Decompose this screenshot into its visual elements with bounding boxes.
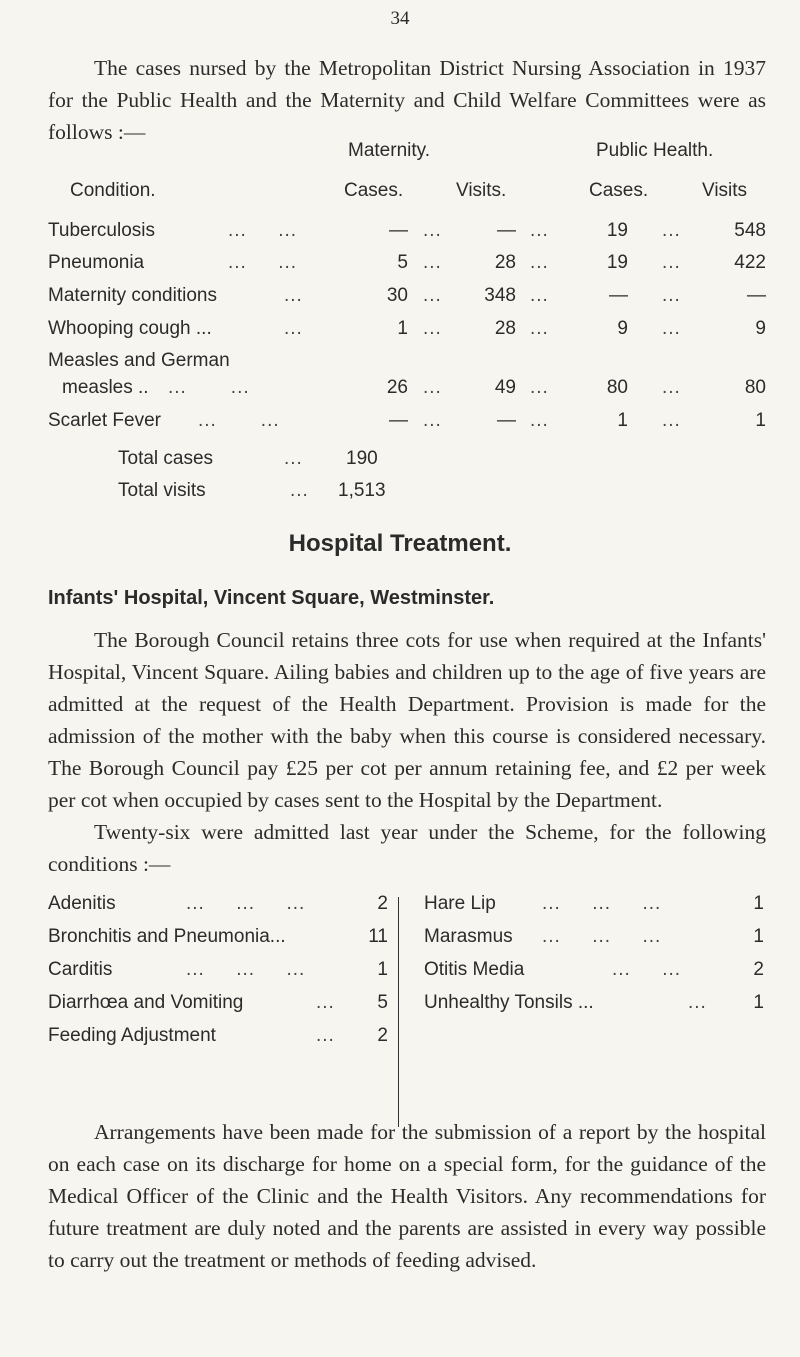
- list-item: Adenitis ... ... ... 2: [48, 893, 388, 914]
- condition-name: Otitis Media: [424, 959, 525, 980]
- list-item: Diarrhœa and Vomiting ... 5: [48, 992, 388, 1013]
- row-maternity-cases: —: [389, 220, 408, 241]
- row-condition: Tuberculosis: [48, 220, 156, 241]
- condition-count: 1: [753, 893, 764, 914]
- table-group-header-row: [48, 140, 768, 170]
- row-condition: Whooping cough ...: [48, 318, 212, 339]
- public-health-cases-header: Cases.: [589, 180, 649, 201]
- condition-count: 1: [377, 959, 388, 980]
- total-visits-label: Total visits: [118, 480, 206, 501]
- row-maternity-visits: —: [497, 220, 516, 241]
- condition-name: Marasmus: [424, 926, 513, 947]
- list-item: Hare Lip ... ... ... 1: [424, 893, 764, 914]
- condition-count: 2: [753, 959, 764, 980]
- condition-name: Bronchitis and Pneumonia...: [48, 926, 286, 947]
- condition-header: Condition.: [70, 180, 156, 201]
- table-row: Pneumonia ... ... 5 ... 28 ... 19 ... 422: [48, 252, 766, 273]
- table-row: Scarlet Fever ... ... — ... — ... 1 ... 1: [48, 410, 766, 431]
- total-cases-row: Total cases ... 190: [118, 448, 378, 469]
- list-item: Unhealthy Tonsils ... ... 1: [424, 992, 764, 1013]
- condition-name: Diarrhœa and Vomiting: [48, 992, 244, 1013]
- row-public-health-cases: 1: [617, 410, 628, 431]
- table-row: Tuberculosis ... ... — ... — ... 19 ... 548: [48, 220, 766, 241]
- row-maternity-visits: —: [497, 410, 516, 431]
- row-public-health-cases: —: [609, 285, 628, 306]
- row-maternity-cases: —: [389, 410, 408, 431]
- row-public-health-visits: 1: [755, 410, 766, 431]
- total-cases-label: Total cases: [118, 448, 214, 469]
- table-row: measles .. ... ... 26 ... 49 ... 80 ... 80: [62, 377, 766, 398]
- row-maternity-visits: 348: [484, 285, 516, 306]
- row-public-health-visits: 422: [734, 252, 766, 273]
- condition-count: 2: [377, 893, 388, 914]
- condition-count: 1: [753, 992, 764, 1013]
- row-public-health-visits: 548: [734, 220, 766, 241]
- list-item: Marasmus ... ... ... 1: [424, 926, 764, 947]
- condition-count: 2: [377, 1025, 388, 1046]
- condition-name: Hare Lip: [424, 893, 496, 914]
- list-item: [48, 926, 388, 956]
- total-visits-row: Total visits ... 1,513: [118, 480, 386, 501]
- row-maternity-cases: 30: [386, 285, 408, 306]
- column-divider: [398, 897, 399, 1127]
- admissions-paragraph: Twenty-six were admitted last year under the Scheme, for the following conditions :—: [48, 820, 766, 876]
- maternity-cases-header: Cases.: [344, 180, 404, 201]
- condition-name: Adenitis: [48, 893, 116, 914]
- intro-paragraph: The cases nursed by the Metropolitan District Nursing Association in 1937 for the Public Health and the Maternity and Child Welfare Committees were as follows :—: [48, 56, 766, 144]
- total-visits-value: 1,513: [338, 480, 386, 501]
- row-public-health-visits: —: [747, 285, 766, 306]
- public-health-visits-header: Visits: [702, 180, 748, 201]
- total-cases-value: 190: [346, 448, 378, 469]
- condition-count: 11: [368, 926, 388, 947]
- table-row: Whooping cough ... ... 1 ... 28 ... 9 ... 9: [48, 318, 766, 339]
- row-maternity-visits: 28: [494, 252, 516, 273]
- list-item: Feeding Adjustment ... 2: [48, 1025, 388, 1046]
- section-subheading: Infants' Hospital, Vincent Square, Westminster.: [48, 587, 495, 609]
- row-condition-line1: Measles and German: [48, 350, 230, 371]
- row-public-health-cases: 19: [606, 220, 628, 241]
- hospital-paragraph: The Borough Council retains three cots for use when required at the Infants' Hospital, Vincent Square. Ailing babies and children up to the age of five years are admitted at the request of the Health Department. Provision is made for the admission of the mother with the baby when this course is considered necessary. The Borough Council pay £25 per cot per annum retaining fee, and £2 per week per cot when occupied by cases sent to the Hospital by the Department.: [48, 628, 766, 812]
- row-maternity-cases: 26: [386, 377, 408, 398]
- maternity-group-header: Maternity.: [348, 140, 431, 161]
- table-row: Maternity conditions ... 30 ... 348 ... — ... —: [48, 285, 766, 306]
- condition-count: 1: [753, 926, 764, 947]
- row-condition: measles ..: [62, 377, 149, 398]
- table-row-continuation: [48, 350, 768, 380]
- list-item: Otitis Media ... ... 2: [424, 959, 764, 980]
- condition-name: Carditis: [48, 959, 113, 980]
- row-condition: Pneumonia: [48, 252, 145, 273]
- public-health-group-header: Public Health.: [596, 140, 714, 161]
- row-public-health-cases: 19: [606, 252, 628, 273]
- row-maternity-cases: 5: [397, 252, 408, 273]
- arrangements-paragraph: Arrangements have been made for the submission of a report by the hospital on each case on its discharge for home on a special form, for the guidance of the Medical Officer of the Clinic and the Health Visitors. Any recommendations for future treatment are duly noted and the parents are assisted in every way possible to carry out the treatment or methods of feeding advised.: [48, 1120, 766, 1272]
- maternity-visits-header: Visits.: [456, 180, 507, 201]
- row-maternity-visits: 49: [494, 377, 516, 398]
- row-public-health-cases: 9: [617, 318, 628, 339]
- row-condition: Scarlet Fever: [48, 410, 161, 431]
- row-public-health-visits: 80: [744, 377, 766, 398]
- section-heading: Hospital Treatment.: [288, 530, 512, 557]
- list-item: Carditis ... ... ... 1: [48, 959, 388, 980]
- table-column-header-row: [48, 180, 768, 210]
- condition-name: Feeding Adjustment: [48, 1025, 216, 1046]
- row-maternity-cases: 1: [397, 318, 408, 339]
- row-condition: Maternity conditions: [48, 285, 217, 306]
- page-number: 34: [390, 8, 410, 29]
- row-maternity-visits: 28: [494, 318, 516, 339]
- row-public-health-cases: 80: [606, 377, 628, 398]
- condition-count: 5: [377, 992, 388, 1013]
- row-public-health-visits: 9: [755, 318, 766, 339]
- condition-name: Unhealthy Tonsils ...: [424, 992, 594, 1013]
